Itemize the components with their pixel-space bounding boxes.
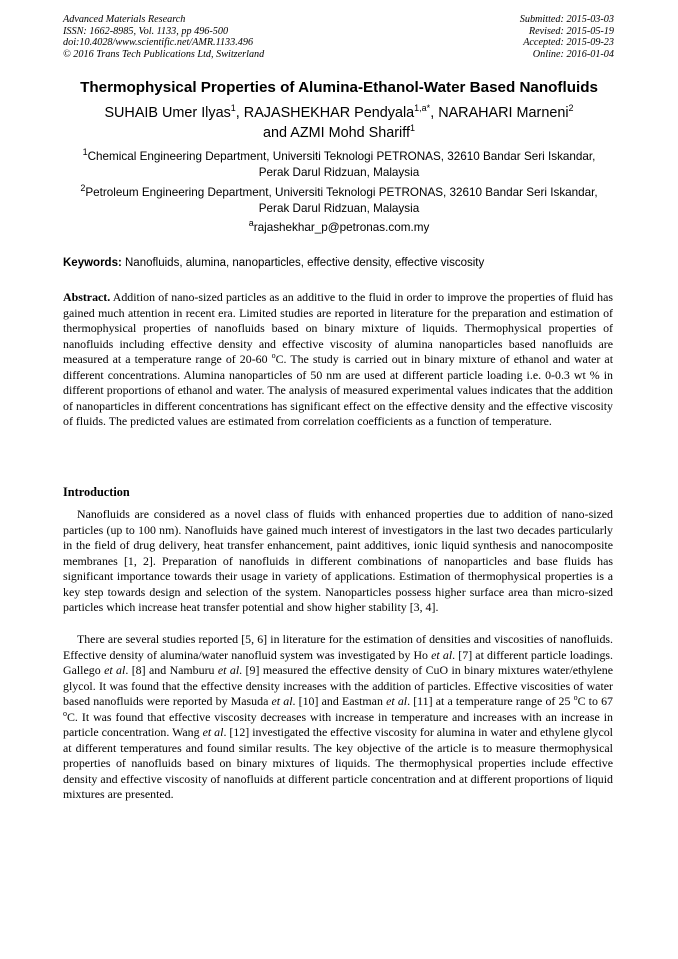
introduction-paragraph-2: There are several studies reported [5, 6] in literature for the estimation of densities and viscosities of nanofluids. Effective density of alumina/water nanofluid system was investigated by Ho et al. [7] at different particle loadings. Gallego et al. [8] and Namburu et al. [9] measured the effective density of CuO in binary mixtures water/ethylene glycol. It was found that the effective density increases with the addition of particles. Effective viscosities of water based nanofluids were reported by Masuda et al. [10] and Eastman et al. [11] at a temperature range of 25 $^o$C to 67 $^o$C. It was found that effective viscosity decreases with increase in temperature and increases with an increase in particle concentration. Wang et al. [12] investigated the effective viscosity for alumina in water and ethylene glycol at different temperatures and found similar results. The key objective of the article is to measure thermophysical properties of nanofluids based on binary mixtures of liquids. The thermophysical properties include effective density and effective viscosity of nanofluids at different particle concentration and at different proportions of liquid mixtures are presented. (63, 632, 613, 802)
keywords-text: Nanofluids, alumina, nanoparticles, effective density, effective viscosity (121, 257, 485, 269)
header-left (63, 14, 264, 60)
affiliation-2: $^2$Petroleum Engineering Department, Universiti Teknologi PETRONAS, 32610 Bandar Seri Iskandar, Perak Darul Ridzuan, Malaysia (80, 183, 598, 215)
accepted-date: Accepted: 2015-09-23 (523, 37, 614, 49)
introduction-paragraph-1: Nanofluids are considered as a novel class of fluids with enhanced properties due to addition of nano-sized particles (up to 100 nm). Nanofluids have gained much interest of investigators in the last two decades particularly in the field of drug delivery, heat transfer enhancement, paint additives, ionic liquid synthesis and nanocomposite membranes [1, 2]. Preparation of nanofluids in different combinations of nanoparticles and base fluids has significant importance towards their usage in variety of applications. Estimation of thermophysical properties is a key step towards design and selection of the system. Nanoparticles possess higher surface area than micro-sized particles which increase heat transfer potential and show higher stability [3, 4]. (63, 507, 613, 615)
author-3: NARAHARI Marneni$^2$ (438, 103, 574, 121)
header-right (520, 14, 614, 60)
author-line-2 (40, 123, 638, 143)
author-line-1: SUHAIB Umer Ilyas$^1$, RAJASHEKHAR Pendyala$^{1,a*}$, NARAHARI Marneni$^2$ (104, 103, 574, 121)
corresponding-email[interactable]: $^a$rajashekhar_p@petronas.com.my (248, 218, 430, 234)
copyright: © 2016 Trans Tech Publications Ltd, Switzerland (63, 48, 265, 60)
paper-title: Thermophysical Properties of Alumina-Ethanol-Water Based Nanofluids (80, 79, 598, 96)
submitted-date: Submitted: 2015-03-03 (519, 14, 614, 25)
issn: ISSN: 1662-8985, Vol. 1133, pp 496-500 (63, 25, 229, 37)
keywords (63, 256, 623, 270)
author-2: RAJASHEKHAR Pendyala$^{1,a*}$ (243, 103, 431, 121)
section-heading-introduction: Introduction (63, 485, 130, 499)
keywords-label: Keywords: (63, 257, 122, 269)
author-1: SUHAIB Umer Ilyas$^1$ (104, 103, 236, 121)
abstract: Abstract. Addition of nano-sized particles as an additive to the fluid in order to improve the properties of fluid has gained much attention in recent era. Limited studies are reported in literature for the preparation and estimation of thermophysical properties of nanofluids based on binary mixture of liquids. Thermophysical properties of nanofluids including effective density and effective viscosity of alumina nanoparticles based nanofluids are measured at a temperature range of 20-60 $^o$C. The study is carried out in binary mixture of ethanol and water at different concentrations. Alumina nanoparticles of 50 nm are used at different particle loading i.e. 0-0.3 wt % in different proportions of ethanol and water. The analysis of measured experimental values indicates that the addition of nanoparticles in different concentrations has significant effect on the effective density and the effective viscosity of fluids. The predicted values are estimated from correlation coefficients as a function of temperature. (63, 290, 613, 429)
affiliation-1: $^1$Chemical Engineering Department, Universiti Teknologi PETRONAS, 32610 Bandar Seri Iskandar, Perak Darul Ridzuan, Malaysia (82, 147, 596, 179)
journal-name: Advanced Materials Research (63, 14, 186, 25)
author-list (40, 103, 638, 143)
abstract-label: Abstract. (63, 290, 111, 304)
author-4: and AZMI Mohd Shariff$^1$ (263, 123, 415, 141)
online-date: Online: 2016-01-04 (532, 48, 614, 60)
revised-date: Revised: 2015-05-19 (528, 25, 614, 37)
doi: doi:10.4028/www.scientific.net/AMR.1133.496 (63, 37, 254, 49)
